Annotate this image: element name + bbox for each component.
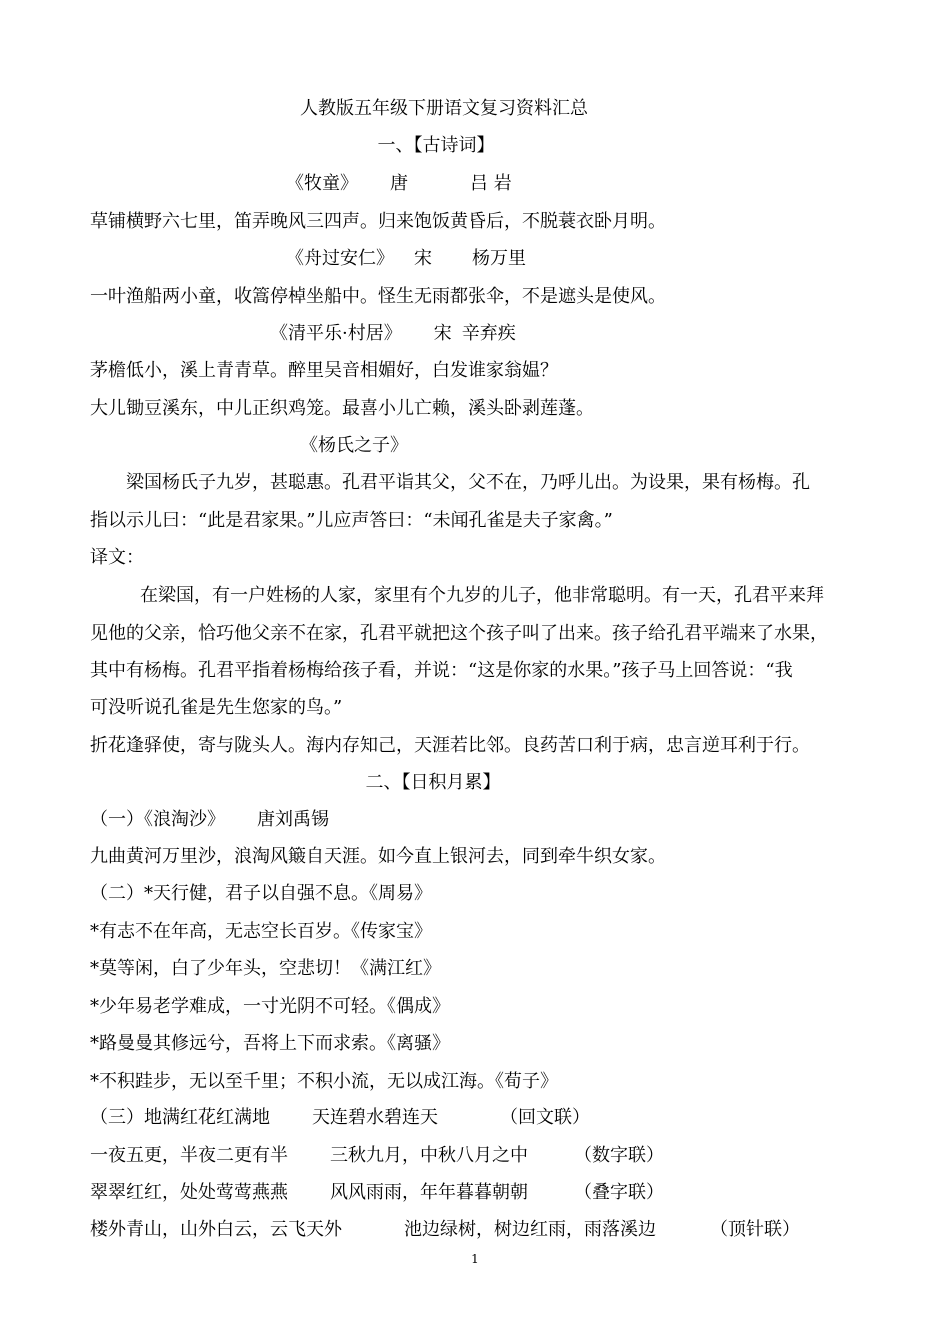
essay-line: 指以示儿曰：“此是君家果。”儿应声答曰：“未闻孔雀是夫子家禽。” — [90, 510, 613, 531]
poem-author: 吕 岩 — [470, 173, 512, 194]
poem-text: 草铺横野六七里，笛弄晚风三四声。归来饱饭黄昏后，不脱蓑衣卧月明。 — [90, 211, 666, 232]
part-title: （一）《浪淘沙》 — [90, 809, 225, 830]
poem-title: 《舟过安仁》 — [286, 248, 394, 269]
poem-author: 辛弃疾 — [461, 323, 516, 344]
saying-line: *不积跬步，无以至千里；不积小流，无以成江海。《荀子》 — [90, 1071, 558, 1092]
translation-line: 其中有杨梅。孔君平指着杨梅给孩子看，并说：“这是你家的水果。”孩子马上回答说：“我 — [90, 660, 793, 681]
couplet-first: 楼外青山，山外白云，云飞天外 — [90, 1219, 342, 1240]
poem-dynasty: 唐 — [390, 173, 408, 194]
poem-author: 杨万里 — [472, 248, 526, 269]
couplet-second: 池边绿树，树边红雨，雨落溪边 — [404, 1219, 656, 1240]
part-author: 唐刘禹锡 — [257, 809, 329, 830]
poem-dynasty: 宋 — [433, 323, 452, 344]
couplet-type: （叠字联） — [574, 1182, 664, 1203]
couplet-first: （三）地满红花红满地 — [90, 1107, 270, 1128]
saying-line: *有志不在年高，无志空长百岁。《传家宝》 — [90, 921, 432, 942]
saying-line: *莫等闲，白了少年头，空悲切！《满江红》 — [90, 958, 441, 979]
section-heading-poetry: 一、【古诗词】 — [377, 135, 495, 156]
couplet-type: （顶针联） — [710, 1219, 800, 1240]
poem-text: 九曲黄河万里沙，浪淘风簸自天涯。如今直上银河去，同到牵牛织女家。 — [90, 846, 666, 867]
saying-line: （二）*天行健，君子以自强不息。《周易》 — [90, 883, 432, 904]
saying-line: *少年易老学难成，一寸光阴不可轻。《偶成》 — [90, 996, 450, 1017]
poem-text: 一叶渔船两小童，收篙停棹坐船中。怪生无雨都张伞，不是遮头是使风。 — [90, 286, 666, 307]
translation-line: 在梁国，有一户姓杨的人家，家里有个九岁的儿子，他非常聪明。有一天，孔君平来拜 — [140, 585, 824, 606]
translation-line: 见他的父亲，恰巧他父亲不在家，孔君平就把这个孩子叫了出来。孩子给孔君平端来了水果， — [90, 623, 828, 644]
poem-text: 大儿锄豆溪东，中儿正织鸡笼。最喜小儿亡赖，溪头卧剥莲蓬。 — [90, 398, 594, 419]
couplet-first: 翠翠红红，处处莺莺燕燕 — [90, 1182, 288, 1203]
poem-heading — [270, 322, 516, 346]
essay-line: 梁国杨氏子九岁，甚聪惠。孔君平诣其父，父不在，乃呼儿出。为设果，果有杨梅。孔 — [126, 472, 810, 493]
poem-heading — [286, 172, 512, 196]
poem-text: 茅檐低小，溪上青青草。醉里吴音相媚好，白发谁家翁媪？ — [90, 360, 558, 381]
poem-title: 《牧童》 — [286, 173, 358, 194]
couplet-type: （数字联） — [574, 1145, 664, 1166]
doc-title: 人教版五年级下册语文复习资料汇总 — [300, 98, 588, 119]
couplet-type: （回文联） — [500, 1107, 590, 1128]
translation-label: 译文： — [90, 547, 144, 568]
section-heading-accumulation: 二、【日积月累】 — [365, 772, 501, 793]
couplet-second: 三秋九月，中秋八月之中 — [330, 1145, 528, 1166]
quote-line: 折花逢驿使，寄与陇头人。海内存知己，天涯若比邻。良药苦口利于病，忠言逆耳利于行。 — [90, 735, 810, 756]
page-number: 1 — [471, 1252, 479, 1266]
couplet-second: 天连碧水碧连天 — [312, 1107, 438, 1128]
saying-line: *路曼曼其修远兮，吾将上下而求索。《离骚》 — [90, 1033, 450, 1054]
couplet-first: 一夜五更，半夜二更有半 — [90, 1145, 288, 1166]
essay-title: 《杨氏之子》 — [300, 435, 408, 456]
poem-heading — [286, 247, 526, 271]
poem-dynasty: 宋 — [414, 248, 432, 269]
couplet-second: 风风雨雨，年年暮暮朝朝 — [330, 1182, 528, 1203]
translation-line: 可没听说孔雀是先生您家的鸟。” — [90, 697, 343, 718]
part-heading — [90, 808, 329, 832]
poem-title: 《清平乐·村居》 — [270, 323, 402, 344]
